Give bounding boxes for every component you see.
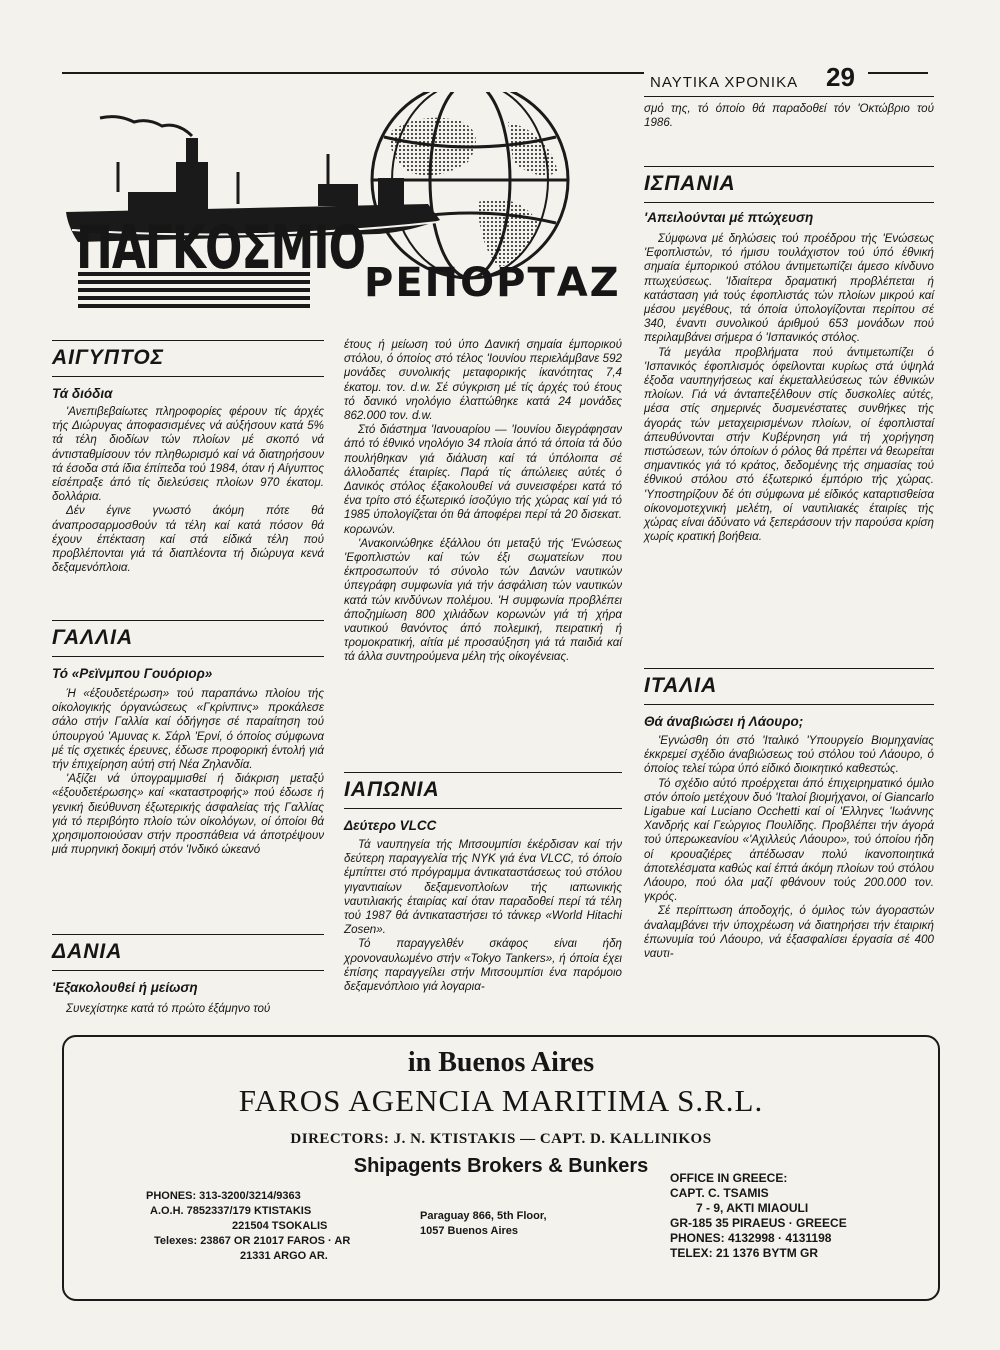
spain-subheading: 'Απειλούνται μέ πτώχευση — [644, 210, 814, 225]
italy-paragraph: 'Εγνώσθη ότι στό 'Ιταλικό 'Υπουργείο Βιομηχανίας έκκρεμεί σχέδιο άναβιώσεως τού στόλου τού Λάουρο, ό όποίος τελεί τώρα ύπό είδικό διοικητικό καθεστώς. — [644, 734, 934, 776]
japan-continued-paragraph: σμό της, τό όποίο θά παραδοθεί τόν 'Οκτώβριο τού 1986. — [644, 102, 934, 130]
japan-paragraph: Τά ναυπηγεία τής Μιτσουμπίσι έκέρδισαν καί τήν δεύτερη παραγγελία τής NYK γιά ένα VLCC, τό όποίο έμπίπτει στό πρόγραμμα άντικαταστάσεως τού στόλου γιγαντιαίων δεξαμενοπλοίων τής ιαπωνικής ναυτιλιακής έταιρίας καί όταν παραδοθεί περί τά τέλη τού 1987 θά άντικαταστήσει τό τάνκερ «World Hitachi Zosen». — [344, 838, 622, 937]
italy-rule-top — [644, 668, 934, 669]
japan-rule-top — [344, 772, 622, 773]
france-rule-top — [52, 620, 324, 621]
italy-paragraph: Σέ περίπτωση άποδοχής, ό όμιλος τών άγοραστών άναλαμβάνει τήν ύποχρέωση νά διατηρήσει τήν έταιρική έπωνυμία τού Λάουρο, νά έξασφαλίσει έργασία σέ 400 ναυτι- — [644, 904, 934, 961]
ad-address-line: 1057 Buenos Aires — [420, 1225, 519, 1237]
ad-address-line: Paraguay 866, 5th Floor, — [420, 1210, 547, 1222]
magazine-title: ΝΑΥΤΙΚΑ ΧΡΟΝΙΚΑ — [650, 74, 799, 91]
ad-aoh-2: 221504 TSOKALIS — [232, 1220, 328, 1232]
spain-heading: ΙΣΠΑΝΙΑ — [644, 172, 736, 195]
egypt-subheading: Τά διόδια — [52, 386, 113, 401]
ad-city: in Buenos Aires — [407, 1047, 595, 1078]
ad-greece-line: GR-185 35 PIRAEUS · GREECE — [670, 1216, 847, 1230]
egypt-body — [52, 405, 324, 575]
japan-subheading: Δεύτερο VLCC — [344, 818, 437, 833]
ad-directors: DIRECTORS: J. N. KTISTAKIS — CAPT. D. KALLINIKOS — [290, 1131, 712, 1147]
italy-subheading: Θά άναβιώσει ή Λάουρο; — [644, 714, 804, 729]
france-paragraph: 'Αξίζει νά ύπογραμμισθεί ή διάκριση μεταξύ «έξουδετέρωσης» καί «καταστροφής» πού έδωσε ή γενική διεύθυνση έξωτερικής άσφαλείας τής Γαλλίας γιά τό περιβόητο πλοίο τών οίκολόγων, οί όποίοι θά χρησιμοποιούσαν στήν προσπάθεια νά άποτρέψουν μιά πυρηνική δοκιμή στόν 'Ινδικό ώκεανό — [52, 772, 324, 857]
ad-telexes-2: 21331 ARGO AR. — [240, 1250, 328, 1262]
ad-telexes: Telexes: 23867 OR 21017 FAROS · AR — [154, 1235, 351, 1247]
ad-company: FAROS AGENCIA MARITIMA S.R.L. — [238, 1083, 764, 1118]
italy-heading: ΙΤΑΛΙΑ — [644, 674, 718, 697]
faros-advertisement — [62, 1035, 940, 1301]
header-rule-right — [868, 72, 928, 74]
spain-paragraph: Τά μεγάλα προβλήματα πού άντιμετωπίζει ό 'Ισπανικός έφοπλισμός όφείλονται κυρίως στά ύψηλά έξοδα ναυπηγήσεως καί έκμεταλλεύσεως τών έθνικών πλοίων. Γιά νά άνταπεξέλθουν στίς δυσκολίες αύτές, μέσα στίς σημερινές δυσμενέστατες συνθήκες τής άγοράς τών μεταχειρισμένων πλοίων, οί έφοπλισταί άπευθύνονται στήν Κυβέρνηση γιά τή χορήγηση πιστώσεων, τών όποίων ό ρόλος θά πρέπει νά θεωρείται σημαντικός γιά τό κράτος, δεδομένης τής σημασίας τού έθνικού στόλου στό έξωτερικό έμπόριο τής χώρας. 'Υποστηρίζουν δέ ότι σύμφωνα μέ είδικός καταρτισθείσα οίκονομοτεχνική μελέτη, οί ναυτιλιακές έταιρίες τής χώρας είναι άδύνατο νά ξεπεράσουν τήν παρούσα κρίση χωρίς κρατική βοήθεια. — [644, 345, 934, 544]
egypt-rule-top — [52, 340, 324, 341]
header-rule-left — [62, 72, 644, 74]
header-rule-under — [644, 96, 934, 97]
france-rule-mid — [52, 656, 324, 657]
spain-paragraph: Σύμφωνα μέ δηλώσεις τού προέδρου τής 'Ενώσεως 'Εφοπλιστών, τό ήμισυ τουλάχιστον τού ύπό έθνική σημαία έμπορικού στόλου άντιμετωπίζει άμεσο κίνδυνο πτωχεύσεως. 'Ιδιαίτερα δραματική προβλέπεται ή κατάσταση γιά τούς έφοπλιστάς τών πλοίων μικρού καί μέσου μεγέθους, τά όποία ύπολογίζονται περίπου σέ 340, έναντι συνολικού άριθμού 653 μονάδων πού περιλαμβάνει σήμερα ό 'Ισπανικός στόλος. — [644, 232, 934, 345]
spain-rule-mid — [644, 202, 934, 203]
japan-heading: ΙΑΠΩΝΙΑ — [344, 778, 440, 801]
denmark-rule-mid — [52, 970, 324, 971]
logo-arc-word: ΡΕΠΟΡΤΑΖ — [364, 260, 621, 306]
france-subheading: Τό «Ρεϊνμπου Γουόριορ» — [52, 666, 213, 681]
ad-greece-line: CAPT. C. TSAMIS — [670, 1186, 769, 1200]
denmark-continued-paragraph: 'Ανακοινώθηκε έξάλλου ότι μεταξύ τής 'Ενώσεως 'Εφοπλιστών καί τών έξι σωματείων που έκπροσωπούν τό σύνολο τών Δανών ναυτικών ύπεγράφη συμφωνία γιά τήν άσφάλιση τών ναυτικών κατά τών κινδύνων πολέμου. 'Η συμφωνία προβλέπει άποζημίωση 800 χιλιάδων κορωνών γιά τή χήρα ναυτικού θανόντος άπό πολεμική, πειρατική ή τρομοκρατική, αίτία μέ προσαύξηση γιά τά παιδιά καί τά άλλα συντηρούμενα μέλη τής οίκογένειας. — [344, 536, 622, 664]
japan-body — [344, 838, 622, 994]
italy-paragraph: Τό σχέδιο αύτό προέρχεται άπό έπιχειρηματικό όμιλο στόν όποίο μετέχουν δυό 'Ιταλοί βιομήχανοι, οί Giancarlo Ligabue καί Luciano Occhetti καί οί 'Ελληνες 'Ιωάννης Χανδρής καί Γεώργιος Πουλίδης. Προβλέπει τήν άγορά τού ύπερωκεανίου «'Αχιλλεύς Λάουρο», τού όποίου ήδη οί κρουαζιέρες άπέδωσαν πολύ ίκανοποιητικά άποτελέσματα καθώς καί έπτά άκόμη πλοίων τού στόλου Λάουρο, πού όλα μαζί φθάνουν τούς 200.000 τον. γκρός. — [644, 776, 934, 904]
japan-paragraph: Τό παραγγελθέν σκάφος είναι ήδη χρονοναυλωμένο στήν «Tokyo Tankers», ή όποία έχει έπίσης παραγγείλει στήν Μιτσουμπίσι ένα παρόμοιο δεξαμενόπλοιο γιά λογαρια- — [344, 937, 622, 994]
ad-aoh: A.O.H. 7852337/179 KTISTAKIS — [150, 1205, 312, 1217]
spain-body — [644, 232, 934, 544]
denmark-continued-paragraph: έτους ή μείωση τού ύπο Δανική σημαία έμπορικού στόλου, ό όποίος στό τέλος 'Ιουνίου περιελάμβανε 592 μονάδες συνολικής μεταφορικής ίκανότητας 7,4 έκατομ. τον. d.w. Σέ σύγκριση μέ τίς άρχές τού έτους τό δανικό νηολόγιο έλαττώθηκε κατά 24 μονάδες 862.000 τον. d.w. — [344, 338, 622, 423]
france-paragraph: Ή «έξουδετέρωση» τού παραπάνω πλοίου τής οίκολογικής όργανώσεως «Γκρίνπινς» προκάλεσε σάλο στήν Γαλλία καί όδήγησε σέ παραίτηση τού ύπουργού 'Αμυνας κ. Σάρλ 'Ερνί, ό όποίος σύμφωνα μέ τίς σχετικές έρευνες, έδωσε προφορική έντολή γιά τήν έπιχείρηση αύτή στή Νέα Ζηλανδία. — [52, 687, 324, 772]
ad-greece-line: TELEX: 21 1376 BYTM GR — [670, 1246, 819, 1260]
ad-contacts — [146, 1189, 350, 1264]
ad-greece-line: 7 - 9, AKTI MIAOULI — [696, 1201, 809, 1215]
denmark-body — [52, 1002, 324, 1016]
italy-rule-mid — [644, 704, 934, 705]
france-body — [52, 687, 324, 857]
denmark-continued-paragraph: Στό διάστημα 'Ιανουαρίου — 'Ιουνίου διεγράφησαν άπό τό έθνικό νηολόγιο 34 πλοία άπό τά όποία τά δύο πουλήθηκαν γιά διάλυση καί τά ύπόλοιπα σέ άλλοδαπές έταιρίες. Παρά τίς άπώλειες αύτές ό Δανικός στόλος έξακολουθεί νά συνεισφέρει κατά τό ένα τρίτο στό έξωτερικό ίσοζύγιο τής χώρας καί γιά τό 1985 ύπολογίζεται ότι θά άποφέρει περί τά 20 δισεκατ. κορωνών. — [344, 423, 622, 536]
ad-greece-line: OFFICE IN GREECE: — [670, 1171, 788, 1185]
denmark-rule-top — [52, 934, 324, 935]
spain-rule-top — [644, 166, 934, 167]
italy-body — [644, 734, 934, 961]
denmark-paragraph: Συνεχίστηκε κατά τό πρώτο έξάμηνο τού — [66, 1002, 271, 1015]
egypt-heading: ΑΙΓΥΠΤΟΣ — [52, 346, 165, 369]
denmark-continued-body — [344, 338, 622, 665]
world-report-logo — [58, 92, 621, 330]
page-number: 29 — [826, 62, 855, 92]
ad-address — [420, 1209, 547, 1239]
ad-greece-office — [670, 1171, 847, 1261]
ad-services: Shipagents Brokers & Bunkers — [353, 1155, 649, 1177]
ad-phones: PHONES: 313-3200/3214/9363 — [146, 1190, 301, 1202]
egypt-paragraph: Δέν έγινε γνωστό άκόμη πότε θά άναπροσαρμοσθούν τά τέλη καί κατά πόσον θά έχουν έπέκταση καί στά είδικά τέλη πού προβλέπονται γιά τά διαπλέοντα τή διώρυγα κενά δεξαμενόπλοια. — [52, 504, 324, 575]
japan-rule-mid — [344, 808, 622, 809]
egypt-rule-mid — [52, 376, 324, 377]
denmark-subheading: 'Εξακολουθεί ή μείωση — [52, 980, 198, 995]
france-heading: ΓΑΛΛΙΑ — [52, 626, 134, 649]
egypt-paragraph: 'Ανεπιβεβαίωτες πληροφορίες φέρουν τίς άρχές τής Διώρυγας άποφασισμένες νά αύξήσουν κατά 5% τά τέλη διοδίων τών πλοίων μέ σκοπό νά άντισταθμίσουν τόν πληθωρισμό καί νά διατηρήσουν τά έσοδα στά ίδια έπίπεδα τού 1984, όταν ή Αίγυπτος είσέπραξε άπό τίς διελεύσεις πλοίων 970 έκατομ. δολλάρια. — [52, 405, 324, 504]
denmark-heading: ΔΑΝΙΑ — [52, 940, 123, 963]
japan-continued-body — [644, 102, 934, 130]
logo-left-word: ΠΑΓΚΟΣΜΙΟ — [76, 214, 366, 283]
ad-greece-line: PHONES: 4132998 · 4131198 — [670, 1231, 832, 1245]
